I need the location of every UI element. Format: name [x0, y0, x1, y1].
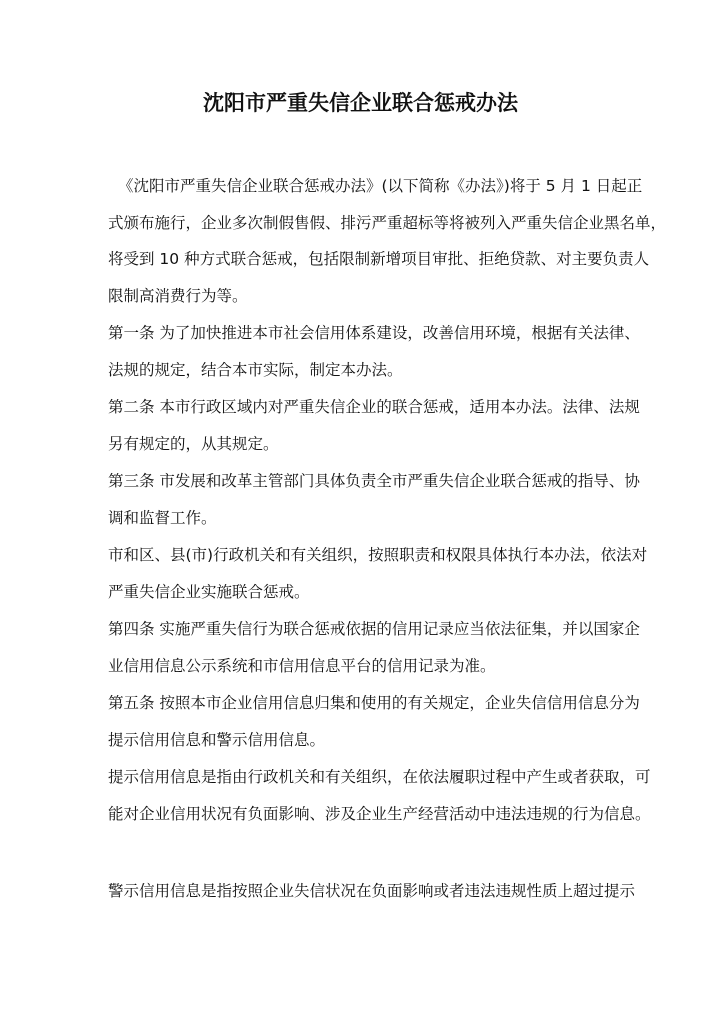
- article-5-para-2-line-2: 能对企业信用状况有负面影响、涉及企业生产经营活动中违法违规的行为信息。: [108, 805, 651, 823]
- intro-line-3: 将受到 10 种方式联合惩戒，包括限制新增项目审批、拒绝贷款、对主要负责人: [108, 250, 650, 268]
- article-3-line-1: 第三条 市发展和改革主管部门具体负责全市严重失信企业联合惩戒的指导、协: [108, 472, 640, 490]
- article-2-line-2: 另有规定的，从其规定。: [108, 435, 279, 453]
- article-1-line-2: 法规的规定，结合本市实际，制定本办法。: [108, 361, 403, 379]
- article-1-line-1: 第一条 为了加快推进本市社会信用体系建设，改善信用环境，根据有关法律、: [108, 324, 640, 342]
- article-3-para-2-line-1: 市和区、县(市)行政机关和有关组织，按照职责和权限具体执行本办法，依法对: [108, 546, 648, 564]
- document-title: 沈阳市严重失信企业联合惩戒办法: [203, 90, 518, 115]
- article-4-line-1: 第四条 实施严重失信行为联合惩戒依据的信用记录应当依法征集，并以国家企: [108, 620, 640, 638]
- article-3-line-2: 调和监督工作。: [108, 509, 217, 527]
- intro-line-2: 式颁布施行，企业多次制假售假、排污严重超标等将被列入严重失信企业黑名单，: [108, 214, 667, 232]
- intro-line-4: 限制高消费行为等。: [108, 287, 248, 305]
- article-5-para-2-line-1: 提示信用信息是指由行政机关和有关组织，在依法履职过程中产生或者获取，可: [108, 768, 651, 786]
- article-5-line-2: 提示信用信息和警示信用信息。: [108, 731, 326, 749]
- article-5-line-1: 第五条 按照本市企业信用信息归集和使用的有关规定，企业失信信用信息分为: [108, 694, 640, 712]
- intro-line-1: 《沈阳市严重失信企业联合惩戒办法》(以下简称《办法》)将于 5 月 1 日起正: [118, 177, 643, 195]
- article-4-line-2: 业信用信息公示系统和市信用信息平台的信用记录为准。: [108, 657, 496, 675]
- article-3-para-2-line-2: 严重失信企业实施联合惩戒。: [108, 583, 310, 601]
- article-5-para-3-line-1: 警示信用信息是指按照企业失信状况在负面影响或者违法违规性质上超过提示: [108, 882, 636, 900]
- article-2-line-1: 第二条 本市行政区域内对严重失信企业的联合惩戒，适用本办法。法律、法规: [108, 398, 640, 416]
